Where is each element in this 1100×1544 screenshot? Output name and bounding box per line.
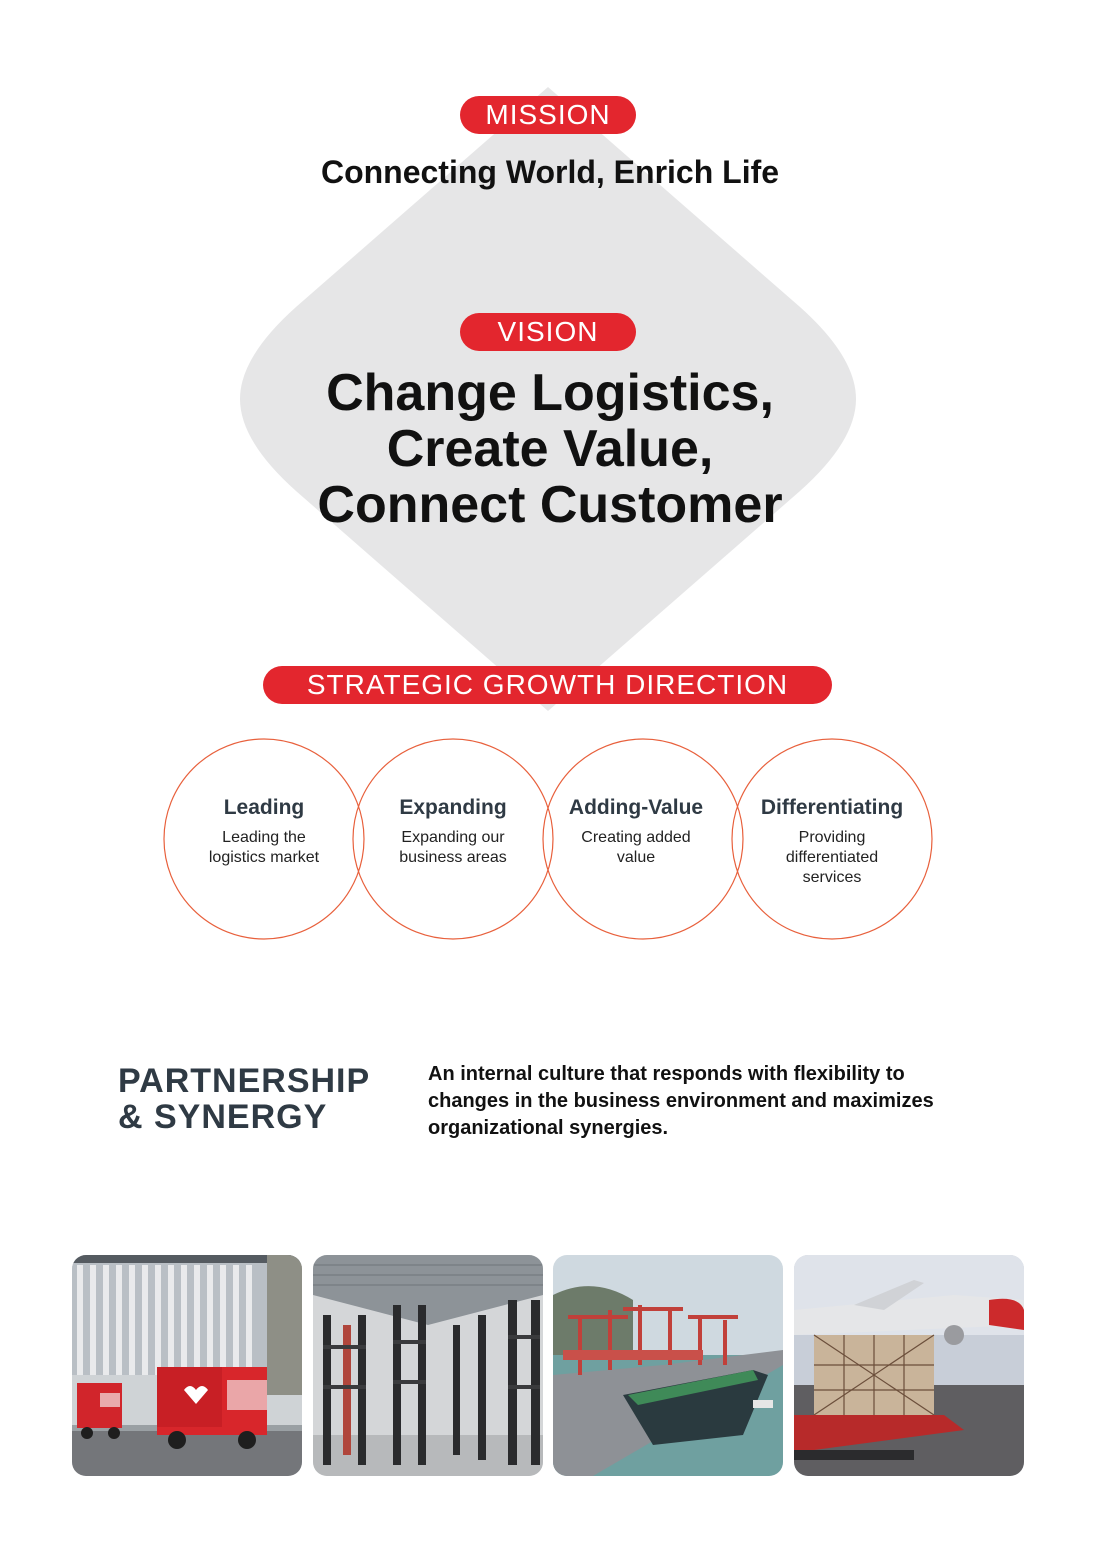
vision-statement xyxy=(0,365,1100,533)
strategy-item-desc xyxy=(164,828,364,868)
desc-line: Expanding our xyxy=(401,829,505,846)
strategy-badge: STRATEGIC GROWTH DIRECTION xyxy=(263,666,832,704)
mission-statement: Connecting World, Enrich Life xyxy=(320,154,780,190)
strategy-circles xyxy=(0,735,1100,945)
strategy-item-desc xyxy=(732,828,932,888)
strategy-item-title: Differentiating xyxy=(760,796,904,819)
vision-line: Connect Customer xyxy=(317,476,783,534)
desc-line: services xyxy=(802,869,862,886)
strategy-item-adding-value xyxy=(536,796,736,868)
strategy-item-title: Adding-Value xyxy=(568,796,704,819)
desc-line: Leading the xyxy=(222,829,306,846)
partnership-title xyxy=(118,1063,370,1135)
strategy-item-title: Leading xyxy=(223,796,305,819)
partnership-desc-line: changes in the business environment and maximizes xyxy=(428,1090,934,1112)
photo-container-port xyxy=(553,1255,783,1476)
partnership-description xyxy=(428,1061,1008,1142)
vision-line: Change Logistics, xyxy=(326,364,774,422)
partnership-title-line: & SYNERGY xyxy=(118,1098,328,1136)
desc-line: business areas xyxy=(399,849,507,866)
vision-line: Create Value, xyxy=(386,420,714,478)
partnership-desc-line: organizational synergies. xyxy=(428,1117,669,1139)
strategy-item-desc xyxy=(353,828,553,868)
desc-line: logistics market xyxy=(208,849,320,866)
strategy-item-differentiating xyxy=(732,796,932,888)
desc-line: Creating added xyxy=(581,829,691,846)
strategy-item-title: Expanding xyxy=(399,796,507,819)
strategy-item-leading xyxy=(164,796,364,868)
vision-badge: VISION xyxy=(460,313,636,351)
photo-warehouse-racks xyxy=(313,1255,543,1476)
photo-delivery-trucks xyxy=(72,1255,302,1476)
mission-badge: MISSION xyxy=(460,96,636,134)
partnership-title-line: PARTNERSHIP xyxy=(118,1062,371,1100)
strategy-item-expanding xyxy=(353,796,553,868)
partnership-desc-line: An internal culture that responds with flexibility to xyxy=(428,1063,905,1085)
photo-air-cargo xyxy=(794,1255,1024,1476)
desc-line: differentiated xyxy=(785,849,879,866)
strategy-item-desc xyxy=(536,828,736,868)
desc-line: Providing xyxy=(798,829,866,846)
desc-line: value xyxy=(616,849,656,866)
